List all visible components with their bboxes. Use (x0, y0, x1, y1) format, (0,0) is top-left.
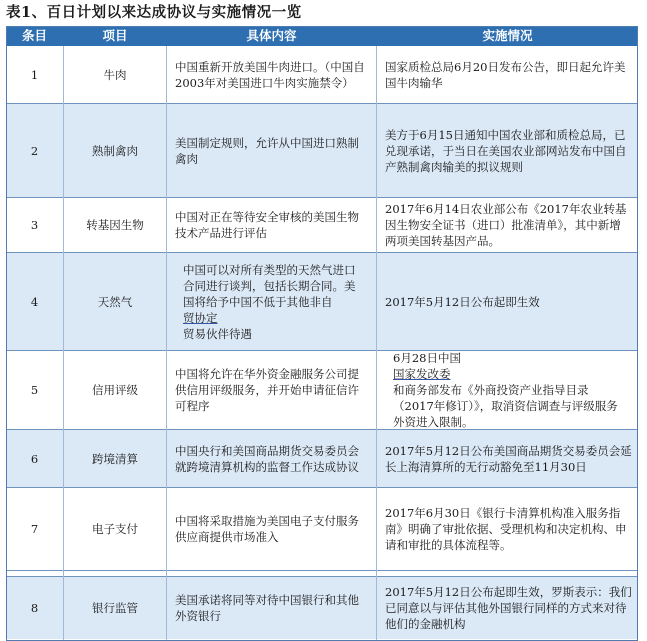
row-status (377, 488, 638, 570)
row-divider (6, 197, 638, 198)
row-item: 熟制禽肉 (92, 143, 138, 158)
row-status (377, 104, 638, 197)
row-status-text: 2017年6月30日《银行卡清算机构准入服务指南》明确了审批依据、受理机构和决定机构、申请和审批的具体流程等。 (385, 506, 627, 552)
row-status (377, 430, 638, 487)
row-content (167, 253, 376, 350)
row-content (167, 351, 376, 429)
row-divider (6, 252, 638, 253)
row-content-text: 中国重新开放美国牛肉进口。（中国自2003年对美国进口牛肉实施禁令） (175, 60, 365, 90)
content-text-part: 贸易伙伴待遇 (183, 326, 252, 341)
row-content-text: 中国对正在等待安全审核的美国生物技术产品进行评估 (175, 210, 359, 240)
row-content (167, 488, 376, 570)
row-divider (6, 350, 638, 351)
table-row (6, 104, 638, 197)
row-divider (6, 487, 638, 488)
row-item: 天然气 (97, 294, 133, 309)
row-item: 银行监管 (92, 601, 138, 615)
status-text-part: 6月28日中国 (393, 351, 461, 365)
row-content (167, 104, 376, 197)
header-col-item: 项目 (102, 28, 128, 43)
row-content-text: 中国将允许在华外资金融服务公司提供信用评级服务，并开始申请征信许可程序 (175, 367, 359, 413)
row-status-text: 2017年6月14日农业部公布《2017年农业转基因生物安全证书（进口）批准清单》，其中新增两项美国转基因产品。 (385, 202, 627, 248)
row-number: 3 (30, 218, 39, 232)
column-divider (63, 46, 64, 641)
row-content-text: 美国承诺将同等对待中国银行和其他外资银行 (175, 593, 359, 623)
table-row (6, 198, 638, 252)
row-content-text (167, 262, 376, 342)
column-divider (376, 46, 377, 641)
row-divider (6, 576, 638, 577)
row-content-text: 中国将采取措施为美国电子支付服务供应商提供市场准入 (175, 514, 359, 544)
row-content (167, 430, 376, 487)
row-status-text (377, 350, 638, 430)
row-item: 信用评级 (92, 383, 138, 397)
row-content (167, 198, 376, 252)
status-link[interactable]: 国家发改委 (393, 367, 451, 381)
row-number: 6 (30, 451, 39, 466)
column-divider (166, 46, 167, 641)
table-row (6, 253, 638, 350)
row-status (377, 253, 638, 350)
row-item: 跨境清算 (92, 451, 138, 466)
row-status-text: 2017年5月12日公布起即生效，罗斯表示：我们已同意以与评估其他外国银行同样的方式来对待他们的金融机构 (385, 585, 632, 631)
row-item: 牛肉 (103, 68, 127, 82)
row-divider (6, 429, 638, 430)
table-row (6, 47, 638, 103)
row-number: 2 (30, 143, 39, 158)
header-col-number: 条目 (21, 28, 47, 43)
content-link[interactable]: 贸协定 (183, 310, 218, 325)
row-item: 电子支付 (92, 522, 138, 536)
row-number: 5 (30, 383, 39, 397)
status-text-part: 和商务部发布《外商投资产业指导目录（2017年修订）》，取消资信调查与评级服务外资进入限制。 (393, 383, 618, 429)
row-number: 7 (30, 522, 39, 536)
row-status (377, 577, 638, 639)
row-status-text: 2017年5月12日公布美国商品期货交易委员会延长上海清算所的无行动豁免至11月30日 (385, 443, 632, 474)
table-row (6, 351, 638, 429)
table-row (6, 577, 638, 639)
row-status (377, 351, 638, 429)
row-content (167, 47, 376, 103)
header-col-content: 具体内容 (246, 28, 297, 43)
row-number: 1 (30, 68, 39, 82)
row-status (377, 198, 638, 252)
table-row (6, 430, 638, 487)
content-text-part: 中国可以对所有类型的天然气进口合同进行谈判，包括长期合同。美国将给予中国不低于其他非自 (183, 262, 356, 309)
row-number: 4 (30, 294, 39, 309)
header-col-status: 实施情况 (482, 28, 533, 43)
row-divider (6, 103, 638, 104)
row-status-text: 2017年5月12日公布起即生效 (385, 294, 540, 309)
row-content-text: 中国央行和美国商品期货交易委员会就跨境清算机构的监督工作达成协议 (175, 443, 359, 474)
row-status-text: 国家质检总局6月20日发布公告，即日起允许美国牛肉输华 (385, 60, 626, 90)
row-number: 8 (30, 601, 39, 615)
row-status (377, 47, 638, 103)
row-content (167, 577, 376, 639)
table-row (6, 488, 638, 570)
row-divider (6, 570, 638, 571)
row-item: 转基因生物 (86, 218, 144, 232)
row-status-text: 美方于6月15日通知中国农业部和质检总局，已兑现承诺，于当日在美国农业部网站发布中国自产熟制禽肉输美的拟议规则 (385, 127, 627, 174)
table-title: 表1、百日计划以来达成协议与实施情况一览 (6, 4, 302, 21)
row-content-text: 美国制定规则，允许从中国进口熟制禽肉 (175, 135, 359, 166)
table-header (6, 26, 638, 46)
